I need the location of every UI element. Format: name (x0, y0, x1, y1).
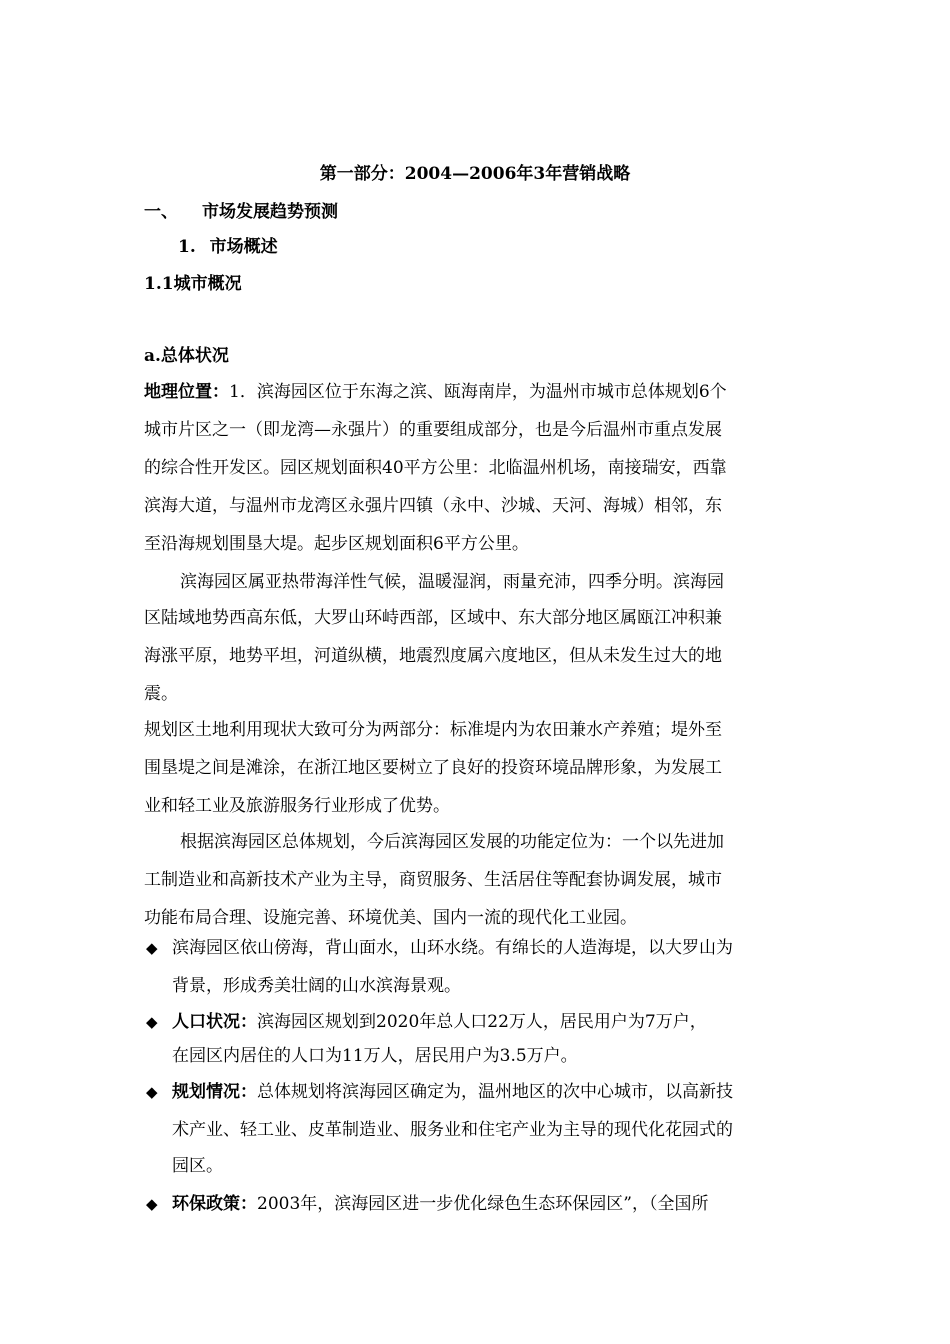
bullet-text: 2003年，滨海园区进一步优化绿色生态环保园区”，（全国所 (257, 1194, 709, 1214)
bullet-line (172, 1192, 708, 1216)
bullet-label: 环保政策： (172, 1194, 257, 1214)
section-number: 一、 (144, 202, 178, 222)
bullet-diamond: ◆ (146, 939, 158, 957)
bullet-diamond: ◆ (146, 1083, 158, 1101)
geo-line: 的综合性开发区。园区规划面积40平方公里：北临温州机场，南接瑞安，西靠 (144, 458, 727, 478)
bullet-diamond: ◆ (146, 1013, 158, 1031)
geo-line (144, 380, 727, 404)
plan-line: 根据滨海园区总体规划，今后滨海园区发展的功能定位为：一个以先进加 (180, 832, 724, 852)
heading-a: a.总体状况 (144, 346, 229, 366)
document-title: 第一部分：2004—2006年3年营销战略 (319, 164, 631, 184)
geo-line: 至沿海规划围垦大堤。起步区规划面积6平方公里。 (144, 534, 529, 554)
land-line: 业和轻工业及旅游服务行业形成了优势。 (144, 796, 450, 816)
plan-line: 功能布局合理、设施完善、环境优美、国内一流的现代化工业园。 (144, 908, 637, 928)
bullet-line: 园区。 (172, 1156, 223, 1176)
climate-line: 滨海园区属亚热带海洋性气候，温暖湿润，雨量充沛，四季分明。滨海园 (180, 572, 724, 592)
bullet-label: 人口状况： (172, 1012, 257, 1032)
section-heading (144, 200, 338, 224)
land-line: 规划区土地利用现状大致可分为两部分：标准堤内为农田兼水产养殖；堤外至 (144, 720, 722, 740)
subsection-heading (178, 235, 278, 259)
heading-1-1: 1.1城市概况 (144, 274, 242, 294)
climate-line: 震。 (144, 684, 178, 704)
bullet-line: 术产业、轻工业、皮革制造业、服务业和住宅产业为主导的现代化花园式的 (172, 1120, 733, 1140)
climate-line: 区陆域地势西高东低，大罗山环峙西部，区域中、东大部分地区属瓯江冲积兼 (144, 608, 722, 628)
bullet-line (172, 1080, 733, 1104)
geo-line: 滨海大道，与温州市龙湾区永强片四镇（永中、沙城、天河、海城）相邻，东 (144, 496, 722, 516)
climate-line: 海涨平原，地势平坦，河道纵横，地震烈度属六度地区，但从未发生过大的地 (144, 646, 722, 666)
subsection-label: 市场概述 (209, 237, 278, 257)
bullet-text: 滨海园区规划到2020年总人口22万人，居民用户为7万户， (257, 1012, 707, 1032)
bullet-line (172, 1010, 707, 1034)
land-line: 围垦堤之间是滩涂，在浙江地区要树立了良好的投资环境品牌形象，为发展工 (144, 758, 722, 778)
bullet-line: 在园区内居住的人口为11万人，居民用户为3.5万户。 (172, 1046, 578, 1066)
plan-line: 工制造业和高新技术产业为主导，商贸服务、生活居住等配套协调发展，城市 (144, 870, 722, 890)
bullet-label: 规划情况： (172, 1082, 257, 1102)
geo-label: 地理位置： (144, 382, 229, 402)
subsection-number: 1. (178, 237, 196, 257)
bullet-line: 背景，形成秀美壮阔的山水滨海景观。 (172, 976, 461, 996)
geo-text: 1．滨海园区位于东海之滨、瓯海南岸，为温州市城市总体规划6个 (229, 382, 727, 402)
bullet-line: 滨海园区依山傍海，背山面水，山环水绕。有绵长的人造海堤，以大罗山为 (172, 938, 733, 958)
geo-line: 城市片区之一（即龙湾—永强片）的重要组成部分，也是今后温州市重点发展 (144, 420, 722, 440)
bullet-diamond: ◆ (146, 1195, 158, 1213)
bullet-text: 总体规划将滨海园区确定为，温州地区的次中心城市，以高新技 (257, 1082, 733, 1102)
section-label: 市场发展趋势预测 (202, 202, 338, 222)
